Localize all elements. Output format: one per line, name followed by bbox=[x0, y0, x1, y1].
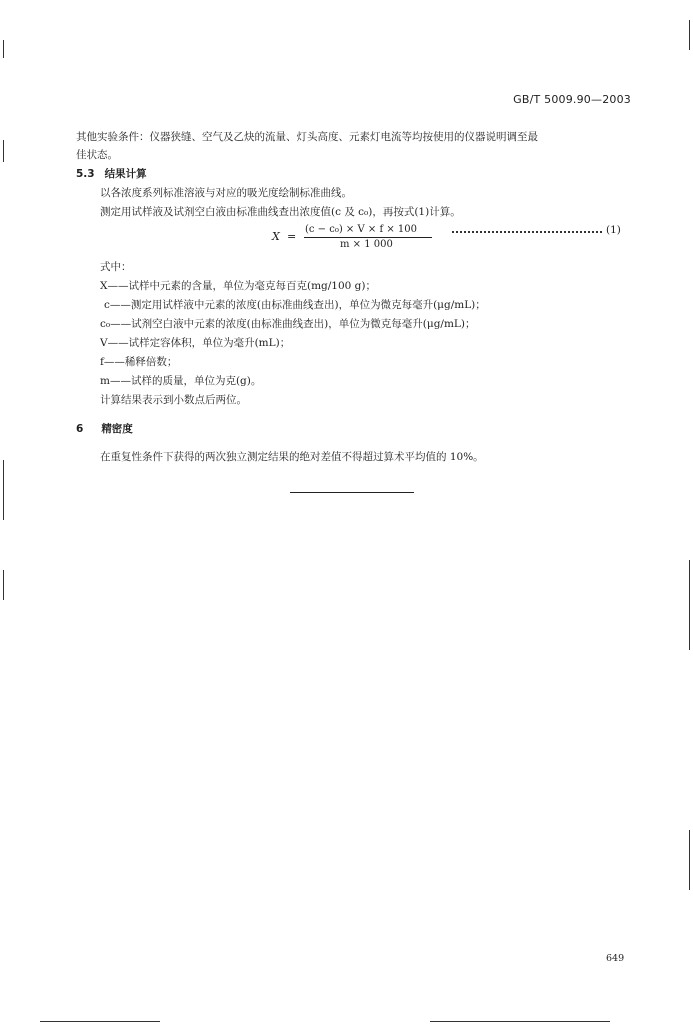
where-label: 式中： bbox=[100, 261, 132, 273]
calc-text-line2: 测定用试样液及试剂空白液由标准曲线查出浓度值(c 及 c₀)，再按式(1)计算。 bbox=[100, 206, 461, 218]
formula-1 bbox=[272, 224, 442, 254]
fraction-bar bbox=[304, 237, 432, 238]
scan-artifact bbox=[3, 40, 4, 58]
conditions-text-line2: 佳状态。 bbox=[76, 149, 118, 161]
equation-number: (1) bbox=[606, 224, 621, 236]
standard-code: GB/T 5009.90—2003 bbox=[513, 93, 631, 106]
conditions-text-line1: 其他实验条件：仪器狭缝、空气及乙炔的流量、灯头高度、元素灯电流等均按使用的仪器说明调至最 bbox=[76, 131, 538, 143]
dot-leader bbox=[452, 231, 602, 233]
section-title: 精密度 bbox=[101, 423, 133, 435]
formula-numerator: (c − c₀) × V × f × 100 bbox=[305, 224, 417, 235]
formula-denominator: m × 1 000 bbox=[340, 239, 393, 250]
section-number: 6 bbox=[76, 423, 84, 435]
scan-artifact bbox=[689, 20, 690, 50]
section-5-3-heading bbox=[76, 167, 147, 181]
section-6-heading bbox=[76, 422, 133, 436]
definition-v: V——试样定容体积，单位为毫升(mL)； bbox=[100, 337, 291, 349]
precision-text: 在重复性条件下获得的两次独立测定结果的绝对差值不得超过算术平均值的 10%。 bbox=[100, 451, 484, 463]
definition-x: X——试样中元素的含量，单位为毫克每百克(mg/100 g)； bbox=[100, 280, 376, 292]
scan-artifact bbox=[3, 570, 4, 600]
scan-artifact bbox=[430, 1021, 610, 1022]
definition-f: f——稀释倍数； bbox=[100, 356, 178, 368]
formula-lhs: X bbox=[272, 230, 280, 243]
definition-m: m——试样的质量，单位为克(g)。 bbox=[100, 375, 262, 387]
scan-artifact bbox=[689, 560, 690, 650]
page-number: 649 bbox=[606, 953, 625, 964]
end-of-text-rule bbox=[290, 492, 414, 493]
scan-artifact bbox=[40, 1021, 160, 1022]
section-number: 5.3 bbox=[76, 168, 95, 180]
section-title: 结果计算 bbox=[104, 168, 147, 180]
scan-artifact bbox=[689, 830, 690, 890]
definition-c0: c₀——试剂空白液中元素的浓度(由标准曲线查出)，单位为微克每毫升(μg/mL)； bbox=[100, 318, 476, 330]
rounding-note: 计算结果表示到小数点后两位。 bbox=[100, 394, 247, 406]
scan-artifact bbox=[3, 460, 4, 520]
calc-text-line1: 以各浓度系列标准溶液与对应的吸光度绘制标准曲线。 bbox=[100, 187, 352, 199]
scan-artifact bbox=[3, 140, 4, 162]
definition-c: c——测定用试样液中元素的浓度(由标准曲线查出)，单位为微克每毫升(μg/mL)； bbox=[104, 299, 486, 311]
formula-equals: = bbox=[287, 230, 297, 243]
